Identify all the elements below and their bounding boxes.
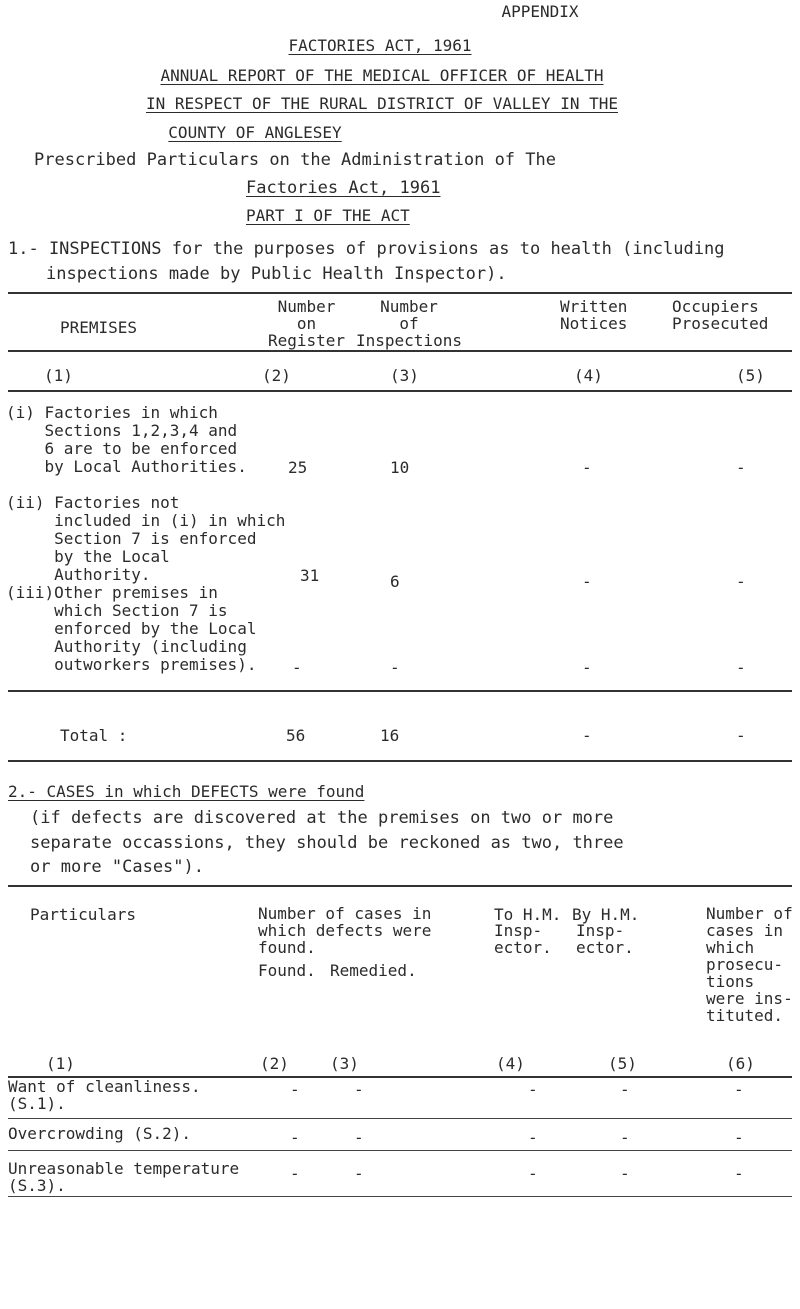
col1-number: (1) — [44, 366, 73, 385]
total-label: Total : — [60, 726, 128, 745]
table2-row-rule — [8, 1118, 792, 1119]
col4-number: (4) — [574, 366, 603, 385]
col-remedied-header: Remedied. — [330, 961, 417, 980]
table2-top-rule — [8, 885, 792, 887]
table1-body-rule — [8, 390, 792, 392]
total-register: 56 — [286, 726, 306, 745]
table-cell-register: - — [292, 658, 302, 677]
list-item-prosecutions: - — [734, 1164, 744, 1183]
table-cell-register: 25 — [288, 458, 308, 477]
section2-note-line1: (if defects are discovered at the premises on two or more — [30, 808, 614, 828]
list-item-by: - — [620, 1128, 630, 1147]
col-by-header-sub: Insp- ector. — [576, 921, 634, 957]
list-item-by: - — [620, 1164, 630, 1183]
report-title-line1: ANNUAL REPORT OF THE MEDICAL OFFICER OF HEALTH — [160, 66, 604, 85]
t2-col6-number: (6) — [726, 1054, 755, 1073]
prescribed-line2: Factories Act, 1961 — [246, 178, 441, 198]
list-item-by: - — [620, 1080, 630, 1099]
table-cell-inspections: 6 — [390, 572, 400, 591]
county-title: COUNTY OF ANGLESEY — [168, 123, 342, 142]
list-item-remedied: - — [354, 1080, 364, 1099]
list-item-label: Unreasonable temperature (S.3). — [8, 1159, 240, 1195]
part-title: PART I OF THE ACT — [246, 206, 410, 225]
table1-bottom-rule — [8, 760, 792, 762]
list-item-to: - — [528, 1080, 538, 1099]
table-row-label: (ii) Factories not included in (i) in which Section 7 is enforced by the Local Authority. — [6, 493, 286, 584]
col-prosecutions-header: Number of cases in which prosecu- tions were ins- tituted. — [706, 904, 793, 1025]
t2-col2-number: (2) — [260, 1054, 289, 1073]
col-by-header: By H.M. — [572, 905, 640, 924]
section1-heading-line1: 1.- INSPECTIONS for the purposes of provisions as to health (including — [8, 239, 725, 259]
col-register-header: Number on Register — [268, 297, 346, 350]
list-item-to: - — [528, 1164, 538, 1183]
table-cell-notices: - — [582, 658, 592, 677]
table-cell-prosecuted: - — [736, 572, 746, 591]
list-item-found: - — [290, 1164, 300, 1183]
table2-row-rule — [8, 1150, 792, 1151]
col-notices-header: Written Notices — [560, 297, 628, 333]
table-cell-prosecuted: - — [736, 458, 746, 477]
section2-note-line2: separate occassions, they should be reckoned as two, three — [30, 833, 624, 853]
t2-col3-number: (3) — [330, 1054, 359, 1073]
section2-heading — [8, 782, 364, 801]
t2-col1-number: (1) — [46, 1054, 75, 1073]
act-title: FACTORIES ACT, 1961 — [288, 36, 472, 55]
table-cell-notices: - — [582, 572, 592, 591]
col3-number: (3) — [390, 366, 419, 385]
report-title-line2: IN RESPECT OF THE RURAL DISTRICT OF VALLEY IN THE — [145, 94, 618, 113]
t2-col4-number: (4) — [496, 1054, 525, 1073]
col-to-header: To H.M. — [494, 905, 562, 924]
col-inspections-header: Number of Inspections — [356, 297, 462, 350]
table-cell-prosecuted: - — [736, 658, 746, 677]
col2-number: (2) — [262, 366, 291, 385]
col-to-header-sub: Insp- ector. — [494, 921, 552, 957]
table-row-label: (i) Factories in which Sections 1,2,3,4 and 6 are to be enforced by Local Authorities. — [6, 403, 247, 476]
list-item-remedied: - — [354, 1128, 364, 1147]
list-item-remedied: - — [354, 1164, 364, 1183]
total-inspections: 16 — [380, 726, 400, 745]
list-item-found: - — [290, 1080, 300, 1099]
table1-header-rule — [8, 350, 792, 352]
total-prosecuted: - — [736, 726, 746, 745]
section2-note-line3: or more "Cases"). — [30, 857, 204, 877]
prescribed-line1: Prescribed Particulars on the Administration of The — [34, 150, 556, 170]
table1-top-rule — [8, 292, 792, 294]
section1-heading-line2: inspections made by Public Health Inspector). — [46, 264, 507, 284]
list-item-found: - — [290, 1128, 300, 1147]
table-cell-inspections: 10 — [390, 458, 410, 477]
table1-total-rule-top — [8, 690, 792, 692]
t2-col5-number: (5) — [608, 1054, 637, 1073]
col-particulars-header: Particulars — [30, 905, 136, 924]
list-item-to: - — [528, 1128, 538, 1147]
list-item-prosecutions: - — [734, 1128, 744, 1147]
list-item-prosecutions: - — [734, 1080, 744, 1099]
table-cell-register: 31 — [300, 566, 320, 585]
list-item-label: Overcrowding (S.2). — [8, 1124, 192, 1143]
col-premises-header: PREMISES — [60, 318, 138, 337]
col-found-header: Found. — [258, 961, 316, 980]
total-notices: - — [582, 726, 592, 745]
table-cell-inspections: - — [390, 658, 400, 677]
list-item-label: Want of cleanliness. (S.1). — [8, 1077, 201, 1113]
col5-number: (5) — [736, 366, 765, 385]
table2-bottom-rule — [8, 1196, 792, 1197]
table-cell-notices: - — [582, 458, 592, 477]
col-prosecuted-header: Occupiers Prosecuted — [672, 297, 769, 333]
col-cases-header: Number of cases in which defects were found. — [258, 904, 432, 957]
appendix-title: APPENDIX — [501, 2, 579, 21]
section2-heading-text: 2.- CASES in which DEFECTS were found — [8, 782, 365, 801]
table-row-label: (iii)Other premises in which Section 7 is enforced by the Local Authority (including outworkers premises). — [6, 583, 257, 674]
